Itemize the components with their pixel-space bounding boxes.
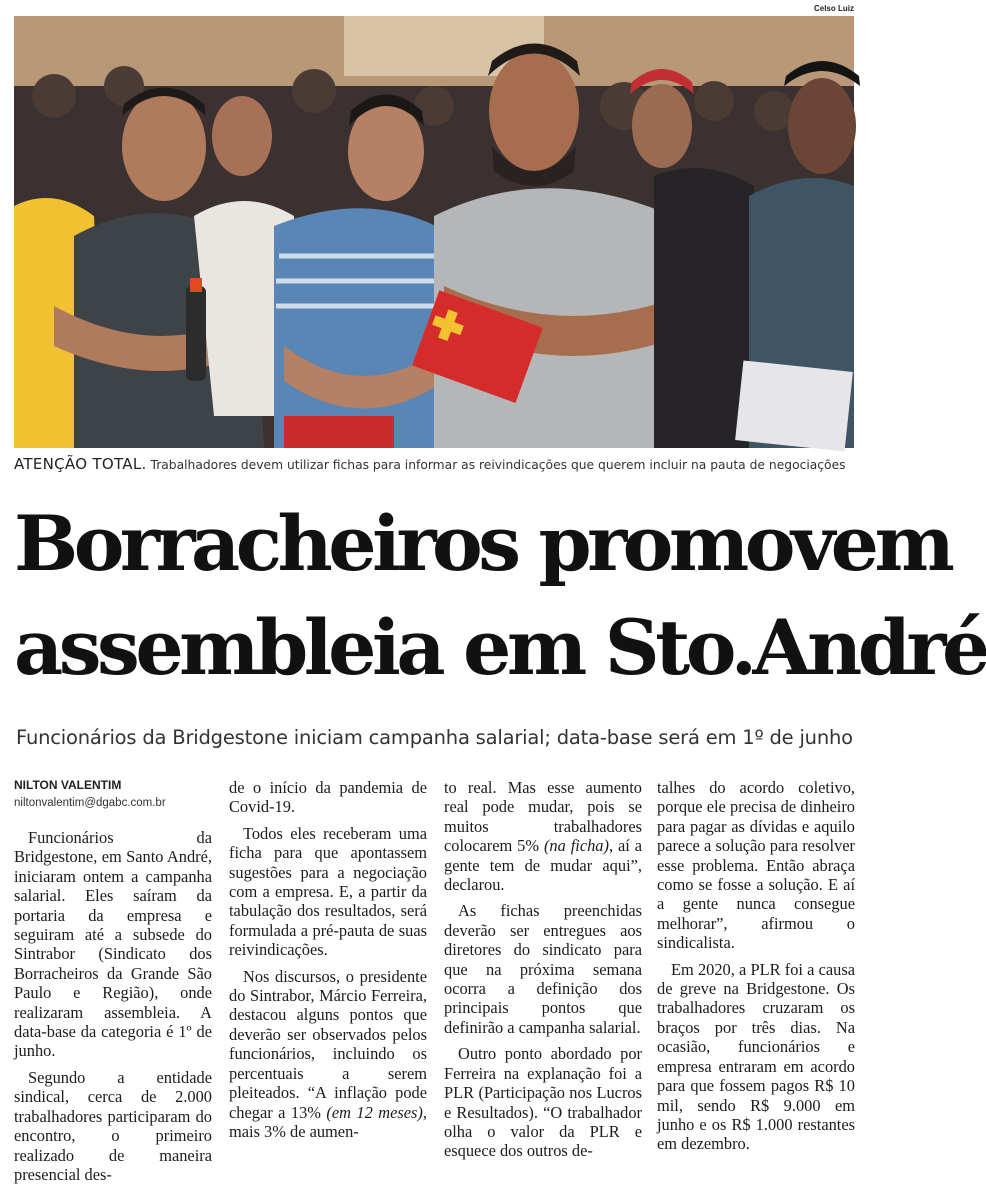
paragraph [229, 967, 427, 1142]
paragraph: Em 2020, a PLR foi a causa de greve na Bridgestone. Os trabalhadores cruzaram os braços por três dias. Na ocasião, funcionários e empresa entraram em acordo para que fossem pagos R$ 10 mil, sendo R$ 9.000 em junho e os R$ 1.000 restantes em dezembro. [657, 959, 855, 1154]
paragraph: Outro ponto abordado por Ferreira na explanação foi a PLR (Participação nos Lucros e Resultados). “O trabalhador olha o valor da PLR e esquece dos outros de- [444, 1044, 642, 1161]
paragraph: Todos eles receberam uma ficha para que apontassem sugestões para a negociação com a empresa. E, a partir da tabulação dos resultados, será formulada a pré-pauta de suas reivindicações. [229, 823, 427, 960]
headline-line-1: Borracheiros promovem [14, 499, 951, 588]
paragraph-text: , aí a gente tem de mudar aqui”, declarou. [444, 836, 642, 895]
headline [14, 492, 986, 700]
caption-kicker: ATENÇÃO TOTAL. [14, 455, 147, 473]
article-column-4 [657, 778, 855, 1161]
italic-aside: (em 12 meses) [326, 1102, 423, 1122]
paragraph-text: , mais 3% de aumen- [229, 1102, 427, 1141]
paragraph [444, 778, 642, 894]
crowd-photo-illustration [14, 16, 854, 448]
photo-caption [14, 455, 874, 473]
article-column-2 [229, 778, 427, 1148]
article-column-3 [444, 778, 642, 1168]
headline-line-2: assembleia em Sto.André [14, 603, 986, 692]
paragraph-text: Nos discursos, o presidente do Sintrabor, Márcio Ferreira, destacou alguns pontos que deverão ser observados pelos funcionários, incluindo os percentuais a serem pleiteados. “A inflação pode chegar a 13% [229, 966, 427, 1122]
italic-aside: (na ficha) [543, 836, 609, 856]
paragraph: Funcionários da Bridgestone, em Santo André, iniciaram ontem a campanha salarial. Eles saíram da portaria da empresa e seguiram até a subsede do Sintrabor (Sindicato dos Borracheiros da Grande São Paulo e Região), onde realizaram assembleia. A data-base da categoria é 1º de junho. [14, 828, 212, 1061]
news-photo [14, 16, 854, 448]
subheadline: Funcionários da Bridgestone iniciam campanha salarial; data-base será em 1º de junho [16, 726, 853, 749]
paragraph: de o início da pandemia de Covid-19. [229, 778, 427, 817]
paragraph-text: to real. Mas esse aumento real pode mudar, pois se muitos trabalhadores colocarem 5% [444, 778, 642, 856]
article-column-1 [14, 828, 212, 1191]
caption-text: Trabalhadores devem utilizar fichas para informar as reivindicações que querem incluir na pauta de negociações [150, 458, 846, 472]
paragraph: talhes do acordo coletivo, porque ele precisa de dinheiro para pagar as dívidas e aquilo parece a solução para resolver esse problema. Então abraça como se fosse a solução. E aí a gente nunca consegue melhorar”, afirmou o sindicalista. [657, 778, 855, 953]
paragraph: As fichas preenchidas deverão ser entregues aos diretores do sindicato para que na próxima semana ocorra a definição dos principais pontos que definirão a campanha salarial. [444, 901, 642, 1037]
photo-credit: Celso Luiz [813, 4, 854, 13]
byline-email[interactable]: niltonvalentim@dgabc.com.br [14, 797, 166, 809]
paragraph: Segundo a entidade sindical, cerca de 2.000 trabalhadores participaram do encontro, o primeiro realizado de maneira presencial des- [14, 1067, 212, 1184]
byline-author: NILTON VALENTIM [14, 778, 122, 792]
